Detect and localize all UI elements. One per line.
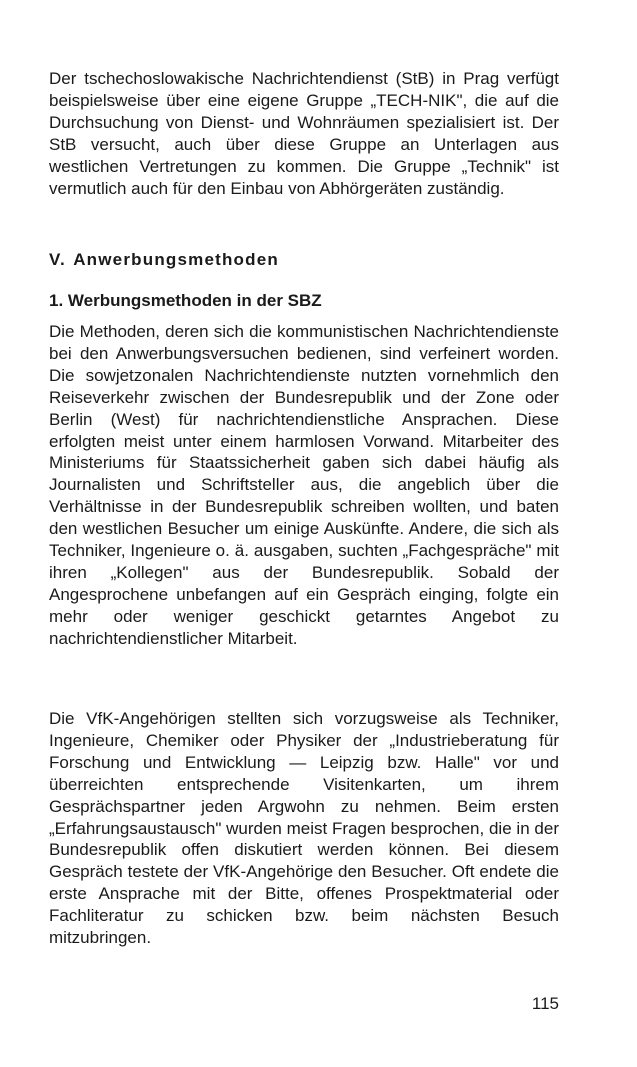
page-number: 115 — [531, 994, 559, 1013]
paragraph-recruitment-methods: Die Methoden, deren sich die kommunistischen Nachrichtendienste bei den Anwerbungsversuchen bedienen, sind verfeinert worden. Die sowjetzonalen Nachrichtendienste nutzten vornehmlich den Reiseverkehr zwischen der Bundesrepublik und der Zone oder Berlin (West) für nachrichtendienstliche Ansprachen. Diese erfolgten meist unter einem harmlosen Vorwand. Mitarbeiter des Ministeriums für Staatssicherheit gaben sich dabei häufig als Journalisten und Schriftsteller aus, die angeblich über die Verhältnisse in der Bundesrepublik schreiben wollten, und baten den westlichen Besucher um einige Auskünfte. Andere, die sich als Techniker, Ingenieure o. ä. ausgaben, suchten „Fachgespräche" mit ihren „Kollegen" aus der Bundesrepublik. Sobald der Angesprochene unbefangen auf ein Gespräch einging, folgte ein mehr oder weniger geschickt getarntes Angebot zu nachrichtendienstlicher Mitarbeit. — [49, 322, 559, 648]
section-heading: V. Anwerbungsmethoden — [49, 250, 279, 269]
subsection-heading: 1. Werbungsmethoden in der SBZ — [49, 291, 322, 310]
paragraph-stb-technik-group: Der tschechoslowakische Nachrichtendienst (StB) in Prag verfügt beispielsweise über eine eigene Gruppe „TECH-NIK", die auf die Durchsuchung von Dienst- und Wohnräumen spezialisiert ist. Der StB versucht, auch über diese Gruppe an Unterlagen aus westlichen Vertretungen zu kommen. Die Gruppe „Technik" ist vermutlich auch für den Einbau von Abhörgeräten zuständig. — [49, 69, 559, 198]
paragraph-vfk-members: Die VfK-Angehörigen stellten sich vorzugsweise als Techniker, Ingenieure, Chemiker oder Physiker der „Industrieberatung für Forschung und Entwicklung — Leipzig bzw. Halle" vor und überreichten entsprechende Visitenkarten, um ihrem Gesprächspartner jeden Argwohn zu nehmen. Beim ersten „Erfahrungsaustausch" wurden meist Fragen besprochen, die in der Bundesrepublik offen diskutiert werden können. Bei diesem Gespräch testete der VfK-Angehörige den Besucher. Oft endete die erste Ansprache mit der Bitte, offenes Prospektmaterial oder Fachliteratur zu schicken bzw. beim nächsten Besuch mitzubringen. — [49, 709, 559, 948]
